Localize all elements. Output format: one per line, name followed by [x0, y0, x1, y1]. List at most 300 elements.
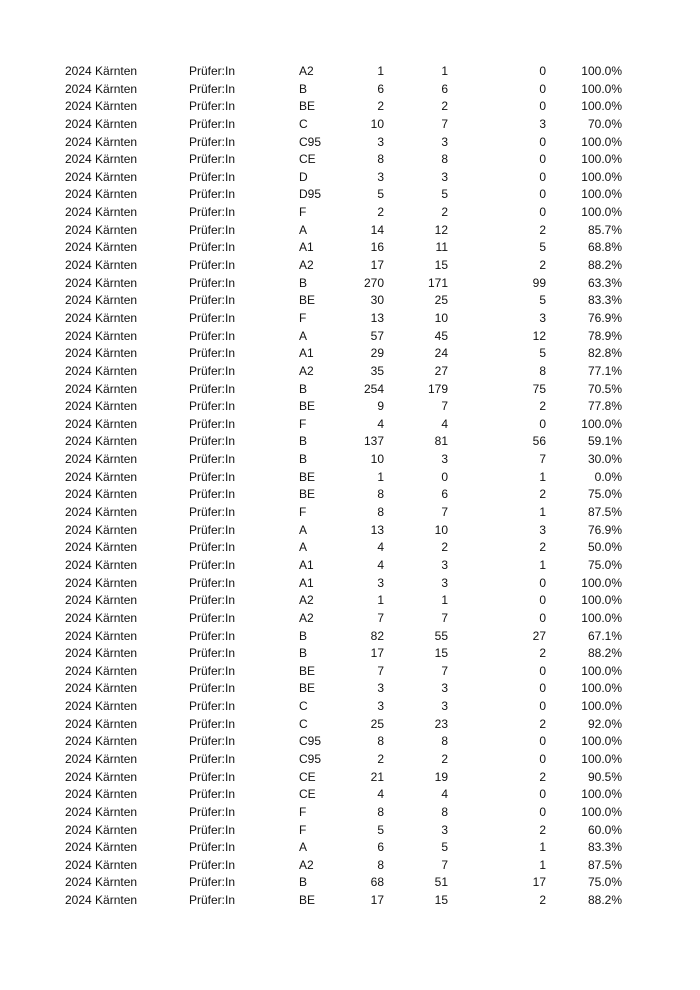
table-row: [0, 680, 700, 698]
passed-cell: 4: [441, 416, 448, 431]
role-cell: Prüfer:In: [189, 610, 236, 625]
license-class-cell: F: [299, 804, 307, 819]
total-cell: 4: [377, 557, 384, 572]
failed-cell: 5: [539, 293, 546, 308]
pass-rate-cell: 50.0%: [587, 540, 622, 555]
year-region-cell: 2024 Kärnten: [65, 293, 138, 308]
license-class-cell: C95: [299, 134, 322, 149]
table-row: [0, 839, 700, 857]
year-region-cell: 2024 Kärnten: [65, 804, 138, 819]
year-region-cell: 2024 Kärnten: [65, 434, 138, 449]
license-class-cell: F: [299, 505, 307, 520]
role-cell: Prüfer:In: [189, 487, 236, 502]
role-cell: Prüfer:In: [189, 434, 236, 449]
year-region-cell: 2024 Kärnten: [65, 275, 138, 290]
passed-cell: 3: [441, 681, 448, 696]
passed-cell: 81: [434, 434, 448, 449]
year-region-cell: 2024 Kärnten: [65, 452, 138, 467]
failed-cell: 2: [539, 716, 546, 731]
pass-rate-cell: 82.8%: [587, 346, 622, 361]
role-cell: Prüfer:In: [189, 875, 236, 890]
table-row: [0, 98, 700, 116]
passed-cell: 51: [434, 875, 448, 890]
passed-cell: 27: [434, 363, 448, 378]
total-cell: 8: [377, 857, 384, 872]
passed-cell: 2: [441, 99, 448, 114]
table-row: [0, 804, 700, 822]
year-region-cell: 2024 Kärnten: [65, 505, 138, 520]
role-cell: Prüfer:In: [189, 699, 236, 714]
passed-cell: 3: [441, 575, 448, 590]
failed-cell: 2: [539, 769, 546, 784]
license-class-cell: C95: [299, 751, 322, 766]
total-cell: 8: [377, 734, 384, 749]
license-class-cell: BE: [299, 99, 316, 114]
passed-cell: 15: [434, 893, 448, 908]
year-region-cell: 2024 Kärnten: [65, 769, 138, 784]
total-cell: 254: [363, 381, 384, 396]
license-class-cell: A: [299, 328, 308, 343]
total-cell: 5: [377, 822, 384, 837]
year-region-cell: 2024 Kärnten: [65, 875, 138, 890]
license-class-cell: A2: [299, 857, 314, 872]
role-cell: Prüfer:In: [189, 505, 236, 520]
total-cell: 8: [377, 804, 384, 819]
year-region-cell: 2024 Kärnten: [65, 152, 138, 167]
role-cell: Prüfer:In: [189, 734, 236, 749]
year-region-cell: 2024 Kärnten: [65, 99, 138, 114]
table-row: [0, 63, 700, 81]
total-cell: 35: [370, 363, 384, 378]
role-cell: Prüfer:In: [189, 751, 236, 766]
year-region-cell: 2024 Kärnten: [65, 240, 138, 255]
passed-cell: 0: [441, 469, 448, 484]
passed-cell: 1: [441, 64, 448, 78]
table-row: [0, 610, 700, 628]
total-cell: 3: [377, 134, 384, 149]
role-cell: Prüfer:In: [189, 469, 236, 484]
license-class-cell: B: [299, 381, 308, 396]
total-cell: 2: [377, 751, 384, 766]
total-cell: 4: [377, 540, 384, 555]
failed-cell: 2: [539, 258, 546, 273]
failed-cell: 17: [532, 875, 546, 890]
failed-cell: 5: [539, 240, 546, 255]
license-class-cell: B: [299, 646, 308, 661]
year-region-cell: 2024 Kärnten: [65, 328, 138, 343]
pass-rate-cell: 100.0%: [581, 416, 622, 431]
failed-cell: 1: [539, 557, 546, 572]
license-class-cell: A1: [299, 575, 314, 590]
pass-rate-cell: 100.0%: [581, 187, 622, 202]
pass-rate-cell: 87.5%: [587, 857, 622, 872]
failed-cell: 0: [539, 734, 546, 749]
year-region-cell: 2024 Kärnten: [65, 169, 138, 184]
pass-rate-cell: 100.0%: [581, 610, 622, 625]
passed-cell: 3: [441, 452, 448, 467]
passed-cell: 15: [434, 646, 448, 661]
table-row: [0, 222, 700, 240]
total-cell: 82: [370, 628, 384, 643]
year-region-cell: 2024 Kärnten: [65, 81, 138, 96]
license-class-cell: A1: [299, 346, 314, 361]
year-region-cell: 2024 Kärnten: [65, 134, 138, 149]
table-row: [0, 592, 700, 610]
year-region-cell: 2024 Kärnten: [65, 663, 138, 678]
passed-cell: 12: [434, 222, 448, 237]
year-region-cell: 2024 Kärnten: [65, 575, 138, 590]
failed-cell: 75: [532, 381, 546, 396]
pass-rate-cell: 78.9%: [587, 328, 622, 343]
year-region-cell: 2024 Kärnten: [65, 610, 138, 625]
license-class-cell: A2: [299, 610, 314, 625]
license-class-cell: D95: [299, 187, 322, 202]
role-cell: Prüfer:In: [189, 628, 236, 643]
passed-cell: 7: [441, 399, 448, 414]
table-row: [0, 539, 700, 557]
pass-rate-cell: 70.0%: [587, 116, 622, 131]
pass-rate-cell: 100.0%: [581, 593, 622, 608]
passed-cell: 8: [441, 734, 448, 749]
role-cell: Prüfer:In: [189, 893, 236, 908]
license-class-cell: A2: [299, 258, 314, 273]
total-cell: 4: [377, 787, 384, 802]
pass-rate-cell: 75.0%: [587, 557, 622, 572]
table-row: [0, 204, 700, 222]
pass-rate-cell: 100.0%: [581, 734, 622, 749]
failed-cell: 0: [539, 610, 546, 625]
pass-rate-cell: 77.8%: [587, 399, 622, 414]
failed-cell: 0: [539, 169, 546, 184]
failed-cell: 99: [532, 275, 546, 290]
total-cell: 1: [377, 64, 384, 78]
license-class-cell: A1: [299, 240, 314, 255]
role-cell: Prüfer:In: [189, 187, 236, 202]
total-cell: 17: [370, 646, 384, 661]
failed-cell: 0: [539, 804, 546, 819]
license-class-cell: B: [299, 452, 308, 467]
total-cell: 5: [377, 187, 384, 202]
license-class-cell: C: [299, 116, 308, 131]
passed-cell: 24: [434, 346, 448, 361]
role-cell: Prüfer:In: [189, 399, 236, 414]
total-cell: 17: [370, 258, 384, 273]
role-cell: Prüfer:In: [189, 716, 236, 731]
pass-rate-cell: 30.0%: [587, 452, 622, 467]
license-class-cell: F: [299, 822, 307, 837]
pass-rate-cell: 75.0%: [587, 875, 622, 890]
failed-cell: 0: [539, 699, 546, 714]
pass-rate-cell: 100.0%: [581, 64, 622, 78]
table-row: [0, 416, 700, 434]
year-region-cell: 2024 Kärnten: [65, 593, 138, 608]
role-cell: Prüfer:In: [189, 769, 236, 784]
role-cell: Prüfer:In: [189, 310, 236, 325]
year-region-cell: 2024 Kärnten: [65, 222, 138, 237]
pass-rate-cell: 59.1%: [587, 434, 622, 449]
license-class-cell: BE: [299, 469, 316, 484]
total-cell: 1: [377, 593, 384, 608]
table-row: [0, 469, 700, 487]
failed-cell: 7: [539, 452, 546, 467]
table-row: [0, 398, 700, 416]
table-row: [0, 310, 700, 328]
role-cell: Prüfer:In: [189, 593, 236, 608]
total-cell: 21: [370, 769, 384, 784]
failed-cell: 2: [539, 487, 546, 502]
pass-rate-cell: 83.3%: [587, 840, 622, 855]
role-cell: Prüfer:In: [189, 169, 236, 184]
table-row: [0, 257, 700, 275]
role-cell: Prüfer:In: [189, 787, 236, 802]
table-row: [0, 645, 700, 663]
license-class-cell: F: [299, 310, 307, 325]
role-cell: Prüfer:In: [189, 346, 236, 361]
failed-cell: 0: [539, 205, 546, 220]
total-cell: 2: [377, 99, 384, 114]
failed-cell: 2: [539, 646, 546, 661]
passed-cell: 8: [441, 804, 448, 819]
passed-cell: 3: [441, 134, 448, 149]
license-class-cell: A2: [299, 64, 314, 78]
role-cell: Prüfer:In: [189, 522, 236, 537]
role-cell: Prüfer:In: [189, 64, 236, 78]
year-region-cell: 2024 Kärnten: [65, 857, 138, 872]
pass-rate-cell: 75.0%: [587, 487, 622, 502]
pass-rate-cell: 68.8%: [587, 240, 622, 255]
license-class-cell: A2: [299, 593, 314, 608]
passed-cell: 7: [441, 610, 448, 625]
table-row: [0, 345, 700, 363]
year-region-cell: 2024 Kärnten: [65, 522, 138, 537]
pass-rate-cell: 88.2%: [587, 646, 622, 661]
table-row: [0, 751, 700, 769]
total-cell: 9: [377, 399, 384, 414]
license-class-cell: A: [299, 222, 308, 237]
passed-cell: 7: [441, 857, 448, 872]
year-region-cell: 2024 Kärnten: [65, 840, 138, 855]
year-region-cell: 2024 Kärnten: [65, 346, 138, 361]
pass-rate-cell: 100.0%: [581, 787, 622, 802]
table-row: [0, 381, 700, 399]
year-region-cell: 2024 Kärnten: [65, 258, 138, 273]
passed-cell: 10: [434, 310, 448, 325]
license-class-cell: B: [299, 434, 308, 449]
total-cell: 2: [377, 205, 384, 220]
pass-rate-cell: 100.0%: [581, 681, 622, 696]
role-cell: Prüfer:In: [189, 99, 236, 114]
table-row: [0, 81, 700, 99]
total-cell: 8: [377, 487, 384, 502]
role-cell: Prüfer:In: [189, 575, 236, 590]
role-cell: Prüfer:In: [189, 81, 236, 96]
table-row: [0, 786, 700, 804]
table-row: [0, 239, 700, 257]
role-cell: Prüfer:In: [189, 222, 236, 237]
pass-rate-cell: 100.0%: [581, 152, 622, 167]
year-region-cell: 2024 Kärnten: [65, 716, 138, 731]
pass-rate-cell: 67.1%: [587, 628, 622, 643]
total-cell: 6: [377, 81, 384, 96]
total-cell: 68: [370, 875, 384, 890]
year-region-cell: 2024 Kärnten: [65, 893, 138, 908]
passed-cell: 10: [434, 522, 448, 537]
total-cell: 30: [370, 293, 384, 308]
license-class-cell: BE: [299, 293, 316, 308]
passed-cell: 3: [441, 822, 448, 837]
total-cell: 7: [377, 663, 384, 678]
failed-cell: 0: [539, 81, 546, 96]
pass-rate-cell: 100.0%: [581, 169, 622, 184]
table-row: [0, 628, 700, 646]
failed-cell: 1: [539, 857, 546, 872]
failed-cell: 2: [539, 822, 546, 837]
pass-rate-cell: 83.3%: [587, 293, 622, 308]
table-row: [0, 134, 700, 152]
pass-rate-cell: 100.0%: [581, 81, 622, 96]
table-row: [0, 716, 700, 734]
license-class-cell: BE: [299, 893, 316, 908]
table-row: [0, 522, 700, 540]
passed-cell: 55: [434, 628, 448, 643]
role-cell: Prüfer:In: [189, 416, 236, 431]
pass-rate-cell: 92.0%: [587, 716, 622, 731]
year-region-cell: 2024 Kärnten: [65, 64, 138, 78]
role-cell: Prüfer:In: [189, 840, 236, 855]
year-region-cell: 2024 Kärnten: [65, 487, 138, 502]
table-row: [0, 698, 700, 716]
failed-cell: 3: [539, 310, 546, 325]
table-row: [0, 575, 700, 593]
failed-cell: 0: [539, 134, 546, 149]
passed-cell: 4: [441, 787, 448, 802]
license-class-cell: BE: [299, 487, 316, 502]
license-class-cell: A1: [299, 557, 314, 572]
passed-cell: 7: [441, 116, 448, 131]
table-row: [0, 486, 700, 504]
license-class-cell: D: [299, 169, 308, 184]
role-cell: Prüfer:In: [189, 240, 236, 255]
role-cell: Prüfer:In: [189, 258, 236, 273]
year-region-cell: 2024 Kärnten: [65, 416, 138, 431]
total-cell: 13: [370, 522, 384, 537]
license-class-cell: F: [299, 416, 307, 431]
total-cell: 7: [377, 610, 384, 625]
role-cell: Prüfer:In: [189, 663, 236, 678]
failed-cell: 0: [539, 663, 546, 678]
year-region-cell: 2024 Kärnten: [65, 628, 138, 643]
pass-rate-cell: 100.0%: [581, 134, 622, 149]
failed-cell: 2: [539, 399, 546, 414]
total-cell: 3: [377, 575, 384, 590]
table-row: [0, 451, 700, 469]
total-cell: 3: [377, 681, 384, 696]
failed-cell: 3: [539, 522, 546, 537]
role-cell: Prüfer:In: [189, 328, 236, 343]
year-region-cell: 2024 Kärnten: [65, 399, 138, 414]
role-cell: Prüfer:In: [189, 557, 236, 572]
year-region-cell: 2024 Kärnten: [65, 187, 138, 202]
license-class-cell: B: [299, 275, 308, 290]
year-region-cell: 2024 Kärnten: [65, 540, 138, 555]
pass-rate-cell: 100.0%: [581, 663, 622, 678]
year-region-cell: 2024 Kärnten: [65, 557, 138, 572]
year-region-cell: 2024 Kärnten: [65, 363, 138, 378]
pass-rate-cell: 60.0%: [587, 822, 622, 837]
year-region-cell: 2024 Kärnten: [65, 205, 138, 220]
role-cell: Prüfer:In: [189, 681, 236, 696]
passed-cell: 5: [441, 840, 448, 855]
failed-cell: 0: [539, 99, 546, 114]
pass-rate-cell: 70.5%: [587, 381, 622, 396]
year-region-cell: 2024 Kärnten: [65, 469, 138, 484]
role-cell: Prüfer:In: [189, 293, 236, 308]
failed-cell: 0: [539, 187, 546, 202]
failed-cell: 0: [539, 751, 546, 766]
failed-cell: 1: [539, 840, 546, 855]
total-cell: 3: [377, 169, 384, 184]
pass-rate-cell: 100.0%: [581, 804, 622, 819]
pass-rate-cell: 100.0%: [581, 575, 622, 590]
pass-rate-cell: 63.3%: [587, 275, 622, 290]
total-cell: 17: [370, 893, 384, 908]
table-row: [0, 769, 700, 787]
pass-rate-cell: 77.1%: [587, 363, 622, 378]
failed-cell: 0: [539, 575, 546, 590]
license-class-cell: CE: [299, 152, 316, 167]
license-class-cell: BE: [299, 663, 316, 678]
total-cell: 10: [370, 116, 384, 131]
passed-cell: 2: [441, 751, 448, 766]
total-cell: 13: [370, 310, 384, 325]
table-row: [0, 892, 700, 910]
total-cell: 14: [370, 222, 384, 237]
role-cell: Prüfer:In: [189, 152, 236, 167]
failed-cell: 8: [539, 363, 546, 378]
passed-cell: 45: [434, 328, 448, 343]
license-class-cell: A: [299, 540, 308, 555]
failed-cell: 1: [539, 469, 546, 484]
year-region-cell: 2024 Kärnten: [65, 699, 138, 714]
table-row: [0, 186, 700, 204]
license-class-cell: F: [299, 205, 307, 220]
role-cell: Prüfer:In: [189, 804, 236, 819]
table-row: [0, 733, 700, 751]
total-cell: 25: [370, 716, 384, 731]
passed-cell: 19: [434, 769, 448, 784]
failed-cell: 2: [539, 222, 546, 237]
passed-cell: 179: [427, 381, 448, 396]
role-cell: Prüfer:In: [189, 822, 236, 837]
total-cell: 8: [377, 505, 384, 520]
failed-cell: 0: [539, 787, 546, 802]
failed-cell: 0: [539, 152, 546, 167]
license-class-cell: B: [299, 628, 308, 643]
total-cell: 3: [377, 699, 384, 714]
total-cell: 29: [370, 346, 384, 361]
license-class-cell: CE: [299, 787, 316, 802]
passed-cell: 5: [441, 187, 448, 202]
license-class-cell: B: [299, 875, 308, 890]
role-cell: Prüfer:In: [189, 646, 236, 661]
pass-rate-cell: 100.0%: [581, 205, 622, 220]
total-cell: 8: [377, 152, 384, 167]
table-row: [0, 328, 700, 346]
license-class-cell: A2: [299, 363, 314, 378]
license-class-cell: A: [299, 522, 308, 537]
license-class-cell: BE: [299, 681, 316, 696]
passed-cell: 171: [427, 275, 448, 290]
